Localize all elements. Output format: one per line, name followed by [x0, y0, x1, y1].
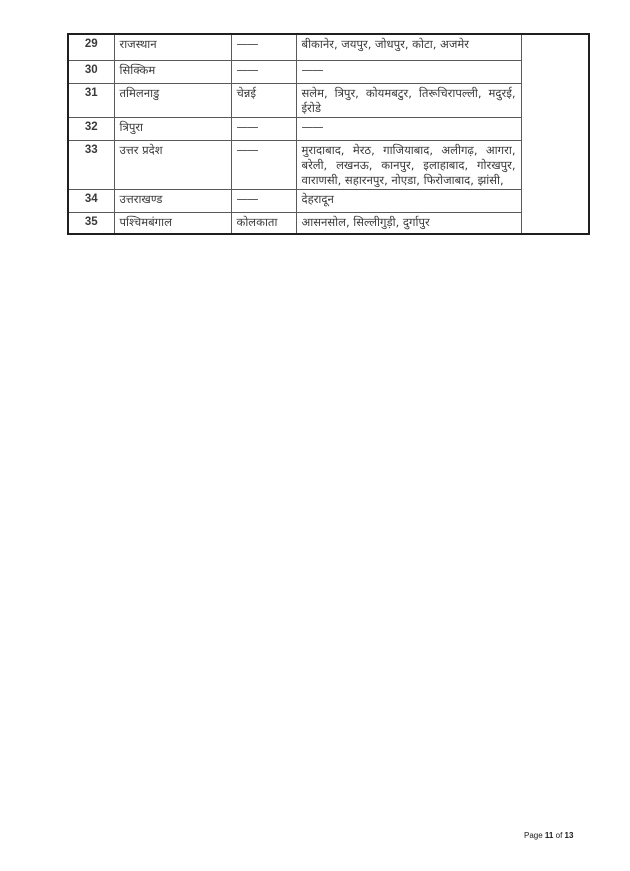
capital-cell: चेन्नई [231, 83, 296, 117]
capital-cell: —— [231, 34, 296, 60]
capital-cell: —— [231, 140, 296, 189]
footer-page-word: Page [524, 831, 543, 840]
cities-cell: सलेम, त्रिपुर, कोयमबटुर, तिरूचिरापल्ली, मदुरई, ईरोडे [296, 83, 521, 117]
serial-cell: 29 [68, 34, 114, 60]
serial-cell: 31 [68, 83, 114, 117]
state-cell: राजस्थान [114, 34, 231, 60]
table-row [68, 212, 589, 234]
state-cell: पश्चिमबंगाल [114, 212, 231, 234]
cities-cell: देहरादून [296, 189, 521, 212]
table-row [68, 83, 589, 117]
state-cell: उत्तर प्रदेश [114, 140, 231, 189]
table-row [68, 117, 589, 140]
capital-cell: —— [231, 117, 296, 140]
cities-cell: बीकानेर, जयपुर, जोधपुर, कोटा, अजमेर [296, 34, 521, 60]
state-cell: उत्तराखण्ड [114, 189, 231, 212]
serial-cell: 35 [68, 212, 114, 234]
state-cell: सिक्किम [114, 60, 231, 83]
page-footer [524, 831, 573, 840]
serial-cell: 32 [68, 117, 114, 140]
capital-cell: कोलकाता [231, 212, 296, 234]
capital-cell: —— [231, 189, 296, 212]
table-row [68, 34, 589, 60]
serial-cell: 33 [68, 140, 114, 189]
state-cell: तमिलनाडु [114, 83, 231, 117]
state-cell: त्रिपुरा [114, 117, 231, 140]
footer-of-word: of [555, 831, 563, 840]
states-capitals-table [67, 33, 590, 235]
footer-current-page: 11 [544, 831, 554, 840]
cities-cell: आसनसोल, सिल्लीगुड़ी, दुर्गापुर [296, 212, 521, 234]
cities-cell: मुरादाबाद, मेरठ, गाजियाबाद, अलीगढ़, आगरा, बरेली, लखनऊ, कानपुर, इलाहाबाद, गोरखपुर, वाराणसी, सहारनपुर, नोएडा, फिरोजाबाद, झांसी, [296, 140, 521, 189]
table-row [68, 189, 589, 212]
serial-cell: 30 [68, 60, 114, 83]
table-row [68, 140, 589, 189]
cities-cell: —— [296, 117, 521, 140]
empty-column-cell [521, 34, 589, 234]
footer-total-pages: 13 [564, 831, 574, 840]
cities-cell: —— [296, 60, 521, 83]
capital-cell: —— [231, 60, 296, 83]
serial-cell: 34 [68, 189, 114, 212]
table-row [68, 60, 589, 83]
